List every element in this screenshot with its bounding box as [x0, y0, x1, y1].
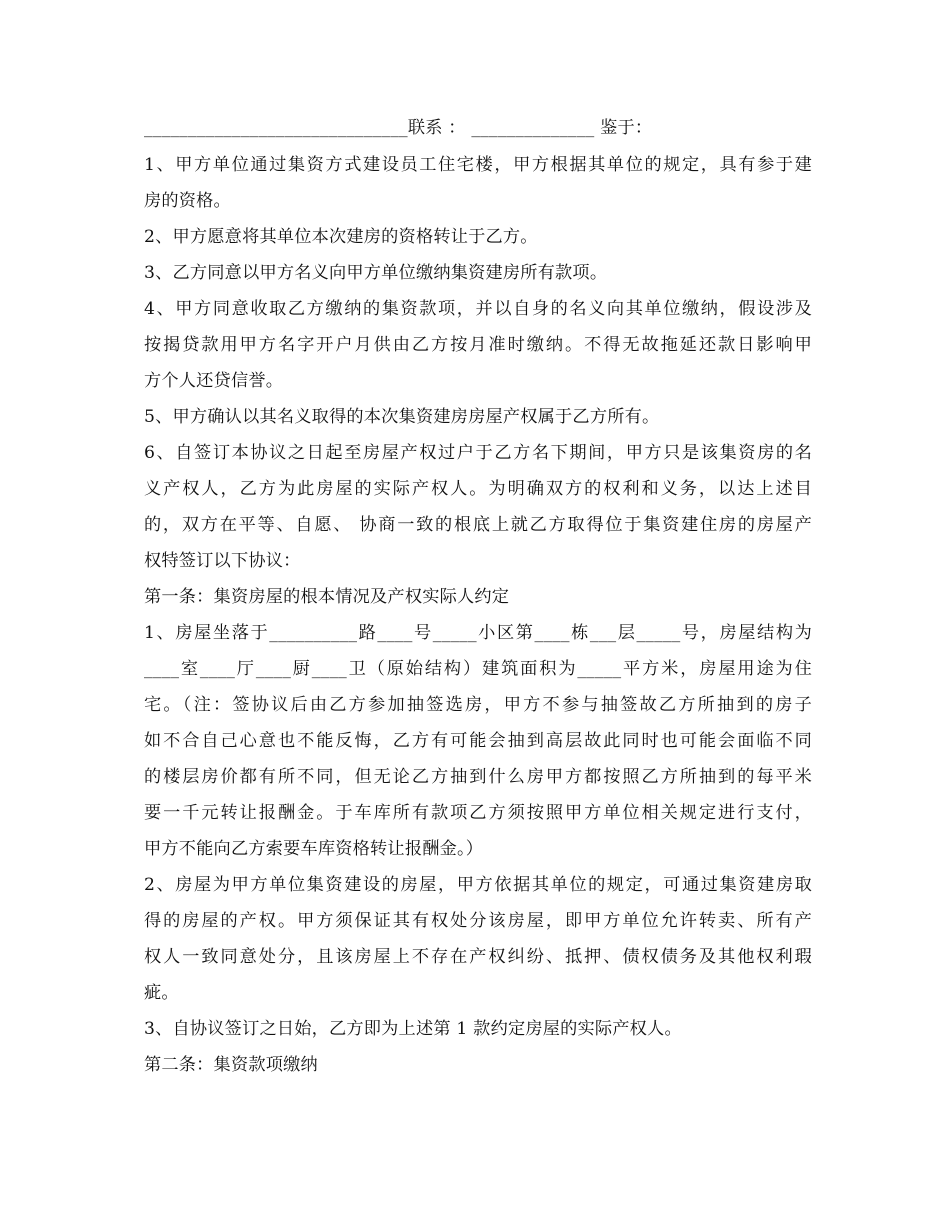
document-page [144, 118, 812, 1091]
paragraph-line: 如不合自己心意也不能反悔，乙方有可能会抽到高层故此同时也可能会面临不同 [144, 731, 812, 751]
paragraph-line: 第二条：集资款项缴纳 [144, 1055, 318, 1075]
paragraph-line: ____室____厅____厨____卫（原始结构）建筑面积为_____平方米，房屋用途为住 [144, 659, 812, 679]
paragraph-line: 按揭贷款用甲方名字开户月供由乙方按月准时缴纳。不得无故拖延还款日影响甲 [144, 335, 812, 355]
paragraph-line: 的楼层房价都有所不同，但无论乙方抽到什么房甲方都按照乙方所抽到的每平米 [144, 767, 812, 787]
paragraph-line: 方个人还贷信誉。 [144, 371, 284, 391]
paragraph-line: 2、甲方愿意将其单位本次建房的资格转让于乙方。 [144, 227, 538, 247]
paragraph-line: 的，双方在平等、自愿、 协商一致的根底上就乙方取得位于集资建住房的房屋产 [144, 515, 812, 535]
paragraph-line: 得的房屋的产权。甲方须保证其有权处分该房屋，即甲方单位允许转卖、所有产 [144, 911, 812, 931]
paragraph-line: 6、自签订本协议之日起至房屋产权过户于乙方名下期间，甲方只是该集资房的名 [144, 443, 812, 463]
paragraph-line: 5、甲方确认以其名义取得的本次集资建房房屋产权属于乙方所有。 [144, 407, 660, 427]
contact-label: 联系 ： [407, 118, 466, 138]
contact-line [144, 118, 812, 138]
blank-field-b: ______________ [471, 118, 595, 138]
paragraph-line: 疵。 [144, 983, 179, 1003]
whereas-label: 鉴于： [600, 118, 653, 138]
paragraph-line: 2、房屋为甲方单位集资建设的房屋，甲方依据其单位的规定，可通过集资建房取 [144, 875, 812, 895]
paragraph-line: 甲方不能向乙方索要车库资格转让报酬金。） [144, 839, 484, 859]
paragraph-line: 房的资格。 [144, 191, 231, 211]
paragraph-line: 义产权人，乙方为此房屋的实际产权人。为明确双方的权利和义务，以达上述目 [144, 479, 812, 499]
paragraph-line: 第一条：集资房屋的根本情况及产权实际人约定 [144, 587, 510, 607]
paragraph-line: 1、甲方单位通过集资方式建设员工住宅楼，甲方根据其单位的规定，具有参于建 [144, 155, 812, 175]
paragraph-line: 宅。（注：签协议后由乙方参加抽签选房，甲方不参与抽签故乙方所抽到的房子 [144, 695, 812, 715]
blank-field-a: ______________________________ [144, 118, 408, 138]
paragraph-line: 1、房屋坐落于__________路____号_____小区第____栋___层_____号，房屋结构为 [144, 623, 812, 643]
paragraph-line: 3、乙方同意以甲方名义向甲方单位缴纳集资建房所有款项。 [144, 263, 608, 283]
paragraph-line: 要一千元转让报酬金。于车库所有款项乙方须按照甲方单位相关规定进行支付， [144, 803, 812, 823]
paragraph-line: 4、甲方同意收取乙方缴纳的集资款项，并以自身的名义向其单位缴纳，假设涉及 [144, 299, 812, 319]
paragraph-line: 权人一致同意处分，且该房屋上不存在产权纠纷、抵押、债权债务及其他权利瑕 [144, 947, 812, 967]
paragraph-line: 权特签订以下协议： [144, 551, 301, 571]
paragraph-line: 3、自协议签订之日始，乙方即为上述第 1 款约定房屋的实际产权人。 [144, 1019, 682, 1039]
document-body [144, 155, 812, 1075]
